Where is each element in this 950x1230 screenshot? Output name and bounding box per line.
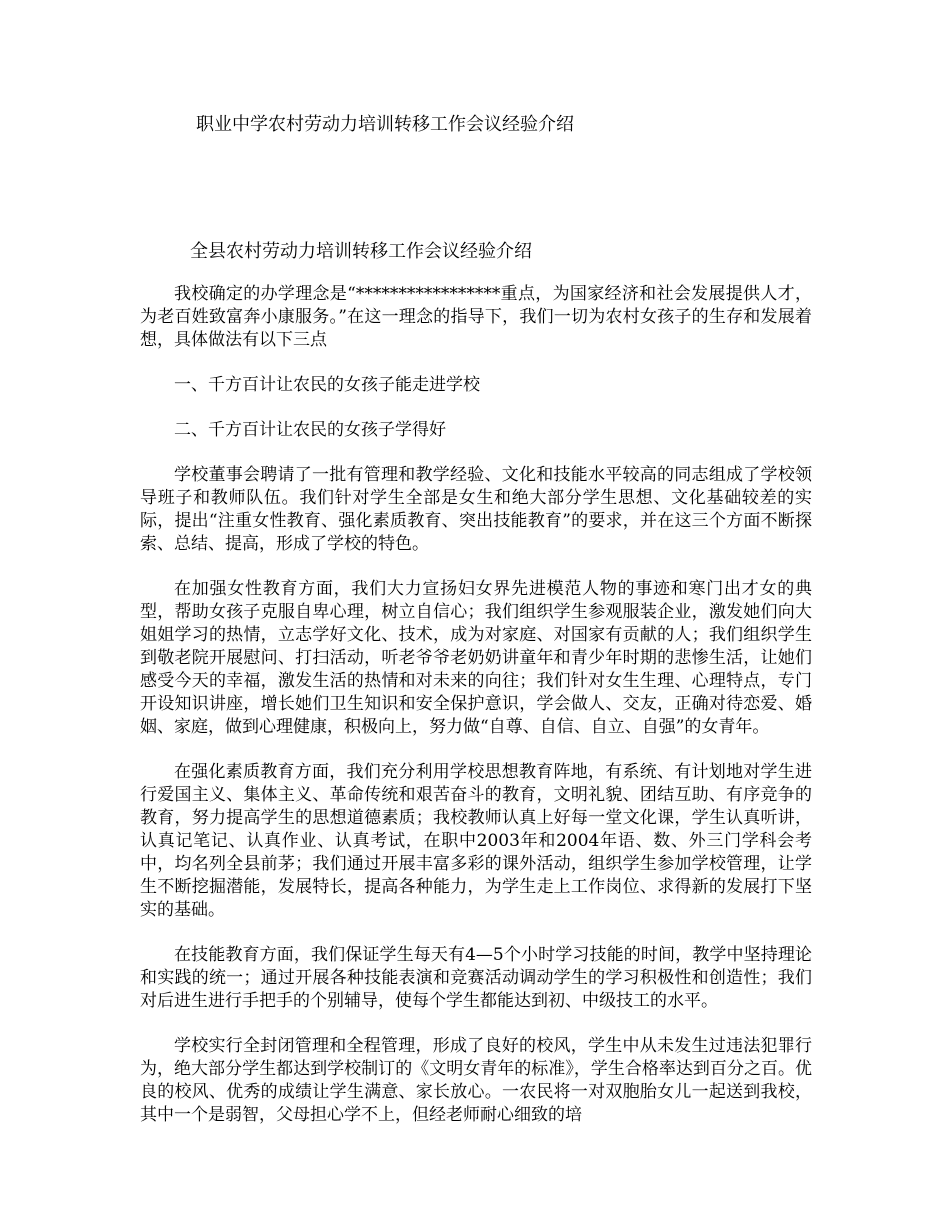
paragraph-skills-education: 在技能教育方面，我们保证学生每天有4—5个小时学习技能的时间，教学中坚持理论和实践的统一；通过开展各种技能表演和竞赛活动调动学生的学习积极性和创造性；我们对后进生进行手把手的个别辅导，使每个学生都能达到初、中级技工的水平。 xyxy=(140,945,812,1011)
paragraph-point-one: 一、千方百计让农民的女孩子能走进学校 xyxy=(174,375,480,395)
paragraph-quality-education: 在强化素质教育方面，我们充分利用学校思想教育阵地，有系统、有计划地对学生进行爱国主义、集体主义、革命传统和艰苦奋斗的教育，文明礼貌、团结互助、有序竞争的教育，努力提高学生的思想道德素质；我校教师认真上好每一堂文化课，学生认真听讲，认真记笔记、认真作业、认真考试，在职中2003年和2004年语、数、外三门学科会考中，均名列全县前茅；我们通过开展丰富多彩的课外活动，组织学生参加学校管理，让学生不断挖掘潜能，发展特长，提高各种能力，为学生走上工作岗位、求得新的发展打下坚实的基础。 xyxy=(140,762,812,920)
document-title: 职业中学农村劳动力培训转移工作会议经验介绍 xyxy=(196,114,574,135)
document-subtitle: 全县农村劳动力培训转移工作会议经验介绍 xyxy=(190,241,532,262)
paragraph-leadership: 学校董事会聘请了一批有管理和教学经验、文化和技能水平较高的同志组成了学校领导班子和教师队伍。我们针对学生全部是女生和绝大部分学生思想、文化基础较差的实际，提出“注重女性教育、强化素质教育、突出技能教育”的要求，并在这三个方面不断探索、总结、提高，形成了学校的特色。 xyxy=(140,465,812,554)
paragraph-point-two: 二、千方百计让农民的女孩子学得好 xyxy=(174,420,446,440)
paragraph-philosophy: 我校确定的办学理念是“*****************重点，为国家经济和社会发展提供人才，为老百姓致富奔小康服务。”在这一理念的指导下，我们一切为农村女孩子的生存和发展着想，具体做法有以下三点 xyxy=(140,284,812,350)
paragraph-female-education: 在加强女性教育方面，我们大力宣扬妇女界先进模范人物的事迹和寒门出才女的典型，帮助女孩子克服自卑心理，树立自信心；我们组织学生参观服装企业，激发她们向大姐姐学习的热情，立志学好文化、技术，成为对家庭、对国家有贡献的人；我们组织学生到敬老院开展慰问、打扫活动，听老爷爷老奶奶讲童年和青少年时期的悲惨生活，让她们感受今天的幸福，激发生活的热情和对未来的向往；我们针对女生生理、心理特点，专门开设知识讲座，增长她们卫生知识和安全保护意识，学会做人、交友，正确对待恋爱、婚姻、家庭，做到心理健康，积极向上，努力做“自尊、自信、自立、自强”的女青年。 xyxy=(140,579,812,737)
document-body xyxy=(140,283,812,1149)
paragraph-management: 学校实行全封闭管理和全程管理，形成了良好的校风，学生中从未发生过违法犯罪行为，绝大部分学生都达到学校制订的《文明女青年的标准》，学生合格率达到百分之百。优良的校风、优秀的成绩让学生满意、家长放心。一农民将一对双胞胎女儿一起送到我校，其中一个是弱智，父母担心学不上，但经老师耐心细致的培 xyxy=(140,1036,812,1125)
